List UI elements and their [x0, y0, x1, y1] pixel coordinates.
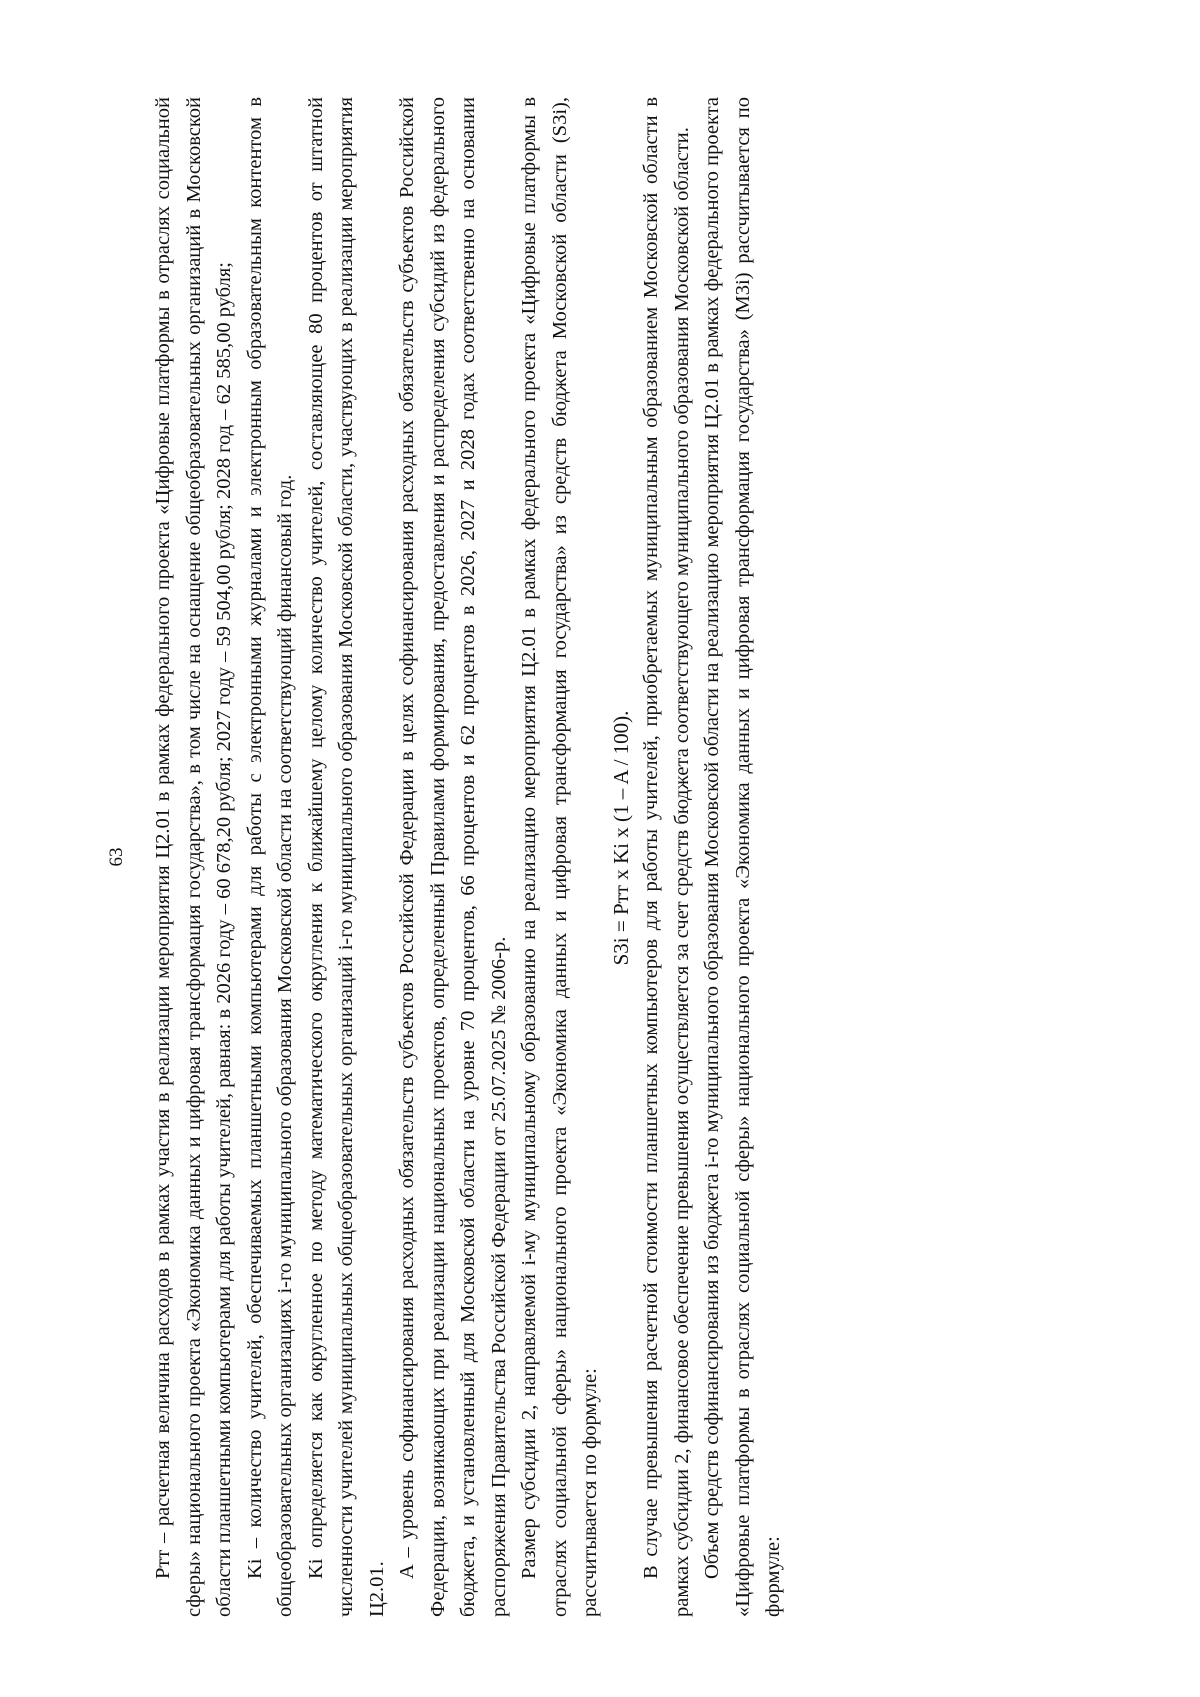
page-number: 63	[106, 847, 127, 867]
paragraph-a-definition: A – уровень софинансирования расходных обязательств субъектов Российской Федерации в целях софинансирования расходных обязательств субъектов Российской Федерации, возникающих при реализации национальных проектов, определенный Правилами формирования, предоставления и распределения субсидий из федерального бюджета, и установленный для Московской области на уровне 70 процентов, 66 процентов и 62 процентов в 2026, 2027 и 2028 годах соответственно на основании распоряжения Правительства Российской Федерации от 25.07.2025 № 2006-р.	[396, 97, 510, 1617]
paragraph-cofinancing-volume: Объем средств софинансирования из бюджета i-го муниципального образования Московской области на реализацию мероприятия Ц2.01 в рамках федерального проекта «Цифровые платформы в отраслях социальной сферы» национального проекта «Экономика данных и цифровая трансформация государства» (M3i) рассчитывается по формуле:	[701, 97, 784, 1617]
paragraph-ki-rounding: Ki определяется как округленное по методу математического округления к ближайшему целому количество учителей, составляющее 80 процентов от штатной численности учителей муниципальных общеобразовательных организаций i-го муниципального образования Московской области, участвующих в реализации мероприятия Ц2.01.	[304, 97, 388, 1617]
formula-s3i: S3i = Pтт x Ki x (1 – A / 100).	[608, 710, 633, 966]
paragraph-cost-excess: В случае превышения расчетной стоимости планшетных компьютеров для работы учителей, приобретаемых муниципальным образованием Московской области в рамках субсидии 2, финансовое обеспечение превышения осуществляется за счет средств бюджета соответствующего муниципального образования Московской области.	[640, 97, 693, 1617]
paragraph-ptt-definition: Pтт – расчетная величина расходов в рамках участия в реализации мероприятия Ц2.01 в рамках федерального проекта «Цифровые платформы в отраслях социальной сферы» национального проекта «Экономика данных и цифровая трансформация государства», в том числе на оснащение общеобразовательных организаций в Московской области планшетными компьютерами для работы учителей, равная: в 2026 году – 60 678,20 рубля; 2027 году – 59 504,00 рубля; 2028 год – 62 585,00 рубля;	[152, 97, 235, 1617]
paragraph-subsidy-size: Размер субсидии 2, направляемой i-му муниципальному образованию на реализацию мероприятия Ц2.01 в рамках федерального проекта «Цифровые платформы в отраслях социальной сферы» национального проекта «Экономика данных и цифровая трансформация государства» из средств бюджета Московской области (S3i), рассчитывается по формуле:	[518, 97, 601, 1617]
document-body	[148, 97, 789, 1617]
paragraph-ki-definition: Ki – количество учителей, обеспечиваемых планшетными компьютерами для работы с электронными журналами и электронным образовательным контентом в общеобразовательных организациях i-го муниципального образования Московской области на соответствующий финансовый год.	[243, 97, 296, 1617]
rotated-document-page	[100, 67, 1100, 1647]
